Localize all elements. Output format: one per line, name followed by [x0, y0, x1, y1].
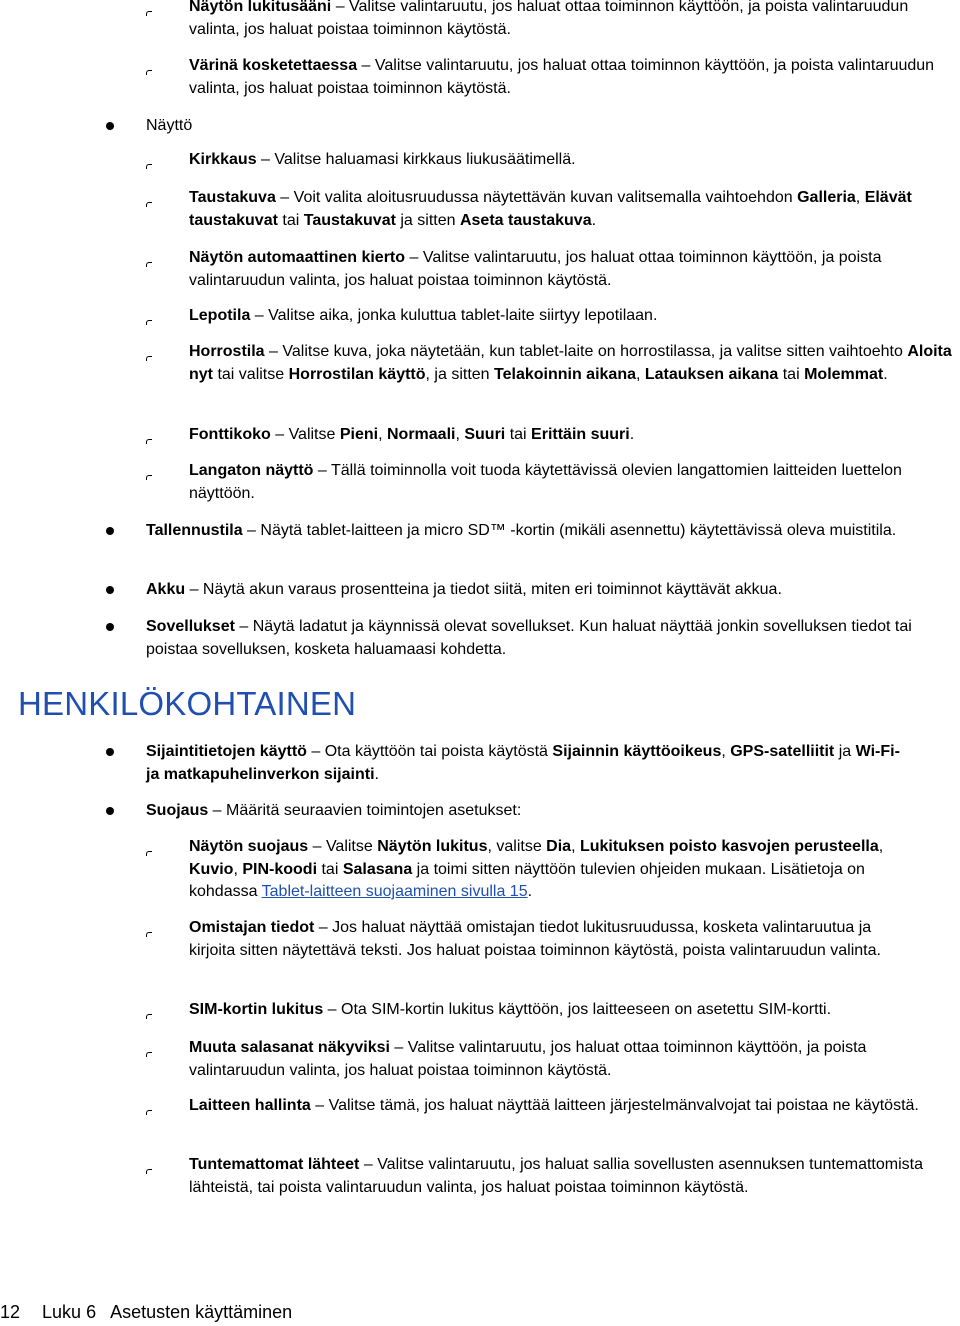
item-description: Valitse tämä, jos haluat näyttää laitteen järjestelmänvalvojat tai poistaa ne käytöstä. [328, 1097, 919, 1114]
item-description: Valitse haluamasi kirkkaus liukusäätimellä. [274, 151, 576, 168]
bullet-icon [106, 807, 114, 815]
list-item: Näytön suojaus – Valitse Näytön lukitus, valitse Dia, Lukituksen poisto kasvojen perusteella, Kuvio, PIN-koodi tai Salasana ja toimi sitten näyttöön tulevien ohjeiden mukaan. Lisätietoja on kohdassa Tablet-laitteen suojaaminen sivulla 15. [189, 838, 884, 900]
item-term: Tuntemattomat lähteet [189, 1156, 360, 1173]
item-description: Tällä toiminnolla voit tuoda käytettävissä olevien langattomien laitteiden luettelon näyttöön. [189, 462, 902, 502]
bullet-icon [106, 586, 114, 594]
item-description: Näytä akun varaus prosentteina ja tiedot siitä, miten eri toiminnot käyttävät akkua. [202, 581, 782, 598]
list-item: Taustakuva – Voit valita aloitusruudussa näytettävän kuvan valitsemalla vaihtoehdon Galleria, Elävät taustakuvat tai Taustakuvat ja sitten Aseta taustakuva. [189, 189, 912, 229]
sub-bullet-icon [146, 1052, 152, 1057]
item-term: Akku [146, 581, 186, 598]
item-description: Valitse valintaruutu, jos haluat ottaa toiminnon käyttöön, ja poista valintaruudun valinta, jos haluat poistaa toiminnon käytöstä. [189, 249, 882, 289]
list-item: Tuntemattomat lähteet – Valitse valintaruutu, jos haluat sallia sovellusten asennuksen tuntemattomista lähteistä, tai poista valintaruudun valinta, jos haluat poistaa toiminnon käytöstä. [189, 1156, 923, 1196]
chapter-label: Luku 6 [42, 1302, 97, 1322]
item-term: Laitteen hallinta [189, 1097, 311, 1114]
list-item: Tallennustila – Näytä tablet-laitteen ja micro SD™ -kortin (mikäli asennettu) käytettävissä oleva muistitila. [146, 522, 897, 539]
list-item: Näytön lukitusääni – Valitse valintaruutu, jos haluat ottaa toiminnon käyttöön, ja poista valintaruudun valinta, jos haluat poistaa toiminnon käytöstä. [189, 0, 909, 38]
section-heading: HENKILÖKOHTAINEN [18, 685, 357, 722]
item-term: Omistajan tiedot [189, 919, 315, 936]
item-term: Muuta salasanat näkyviksi [189, 1039, 390, 1056]
list-item: Langaton näyttö – Tällä toiminnolla voit tuoda käytettävissä olevien langattomien laitteiden luettelon näyttöön. [189, 462, 902, 502]
item-term: Fonttikoko [189, 426, 271, 443]
sub-bullet-icon [146, 320, 152, 325]
sub-bullet-icon [146, 164, 152, 169]
item-term: Suojaus [146, 802, 209, 819]
list-item: Muuta salasanat näkyviksi – Valitse valintaruutu, jos haluat ottaa toiminnon käyttöön, ja poista valintaruudun valinta, jos haluat poistaa toiminnon käytöstä. [189, 1039, 867, 1079]
bullet-icon [106, 122, 114, 130]
list-item: Laitteen hallinta – Valitse tämä, jos haluat näyttää laitteen järjestelmänvalvojat tai poistaa ne käytöstä. [189, 1097, 919, 1114]
page-number: 12 [0, 1302, 21, 1322]
list-item: Fonttikoko – Valitse Pieni, Normaali, Suuri tai Erittäin suuri. [189, 426, 635, 443]
sub-bullet-icon [146, 70, 152, 75]
item-term: SIM-kortin lukitus [189, 1001, 324, 1018]
item-description: Valitse valintaruutu, jos haluat ottaa toiminnon käyttöön, ja poista valintaruudun valinta, jos haluat poistaa toiminnon käytöstä. [189, 57, 935, 97]
list-item: Värinä kosketettaessa – Valitse valintaruutu, jos haluat ottaa toiminnon käyttöön, ja poista valintaruudun valinta, jos haluat poistaa toiminnon käytöstä. [189, 57, 935, 97]
item-term: Näytön lukitusääni [189, 0, 332, 15]
list-item: Omistajan tiedot – Jos haluat näyttää omistajan tiedot lukitusruudussa, kosketa valintaruutua ja kirjoita sitten näytettävä teksti. Jos haluat poistaa toiminnon käytöstä, poista valintaruudun valinta. [189, 919, 881, 959]
item-description: Valitse aika, jonka kuluttua tablet-laite siirtyy lepotilaan. [268, 307, 658, 324]
list-item: Kirkkaus – Valitse haluamasi kirkkaus liukusäätimellä. [189, 151, 576, 168]
item-label: Näyttö [146, 117, 193, 134]
item-term: Tallennustila [146, 522, 243, 539]
sub-bullet-icon [146, 262, 152, 267]
item-term: Langaton näyttö [189, 462, 314, 479]
bullet-icon [106, 623, 114, 631]
sub-bullet-icon [146, 1014, 152, 1019]
sub-bullet-icon [146, 11, 152, 16]
page-footer [0, 1301, 292, 1323]
sub-bullet-icon [146, 1169, 152, 1174]
sub-bullet-icon [146, 356, 152, 361]
sub-bullet-icon [146, 202, 152, 207]
list-item: Horrostila – Valitse kuva, joka näytetään, kun tablet-laite on horrostilassa, ja valitse sitten vaihtoehto Aloita nyt tai valitse Horrostilan käyttö, ja sitten Telakoinnin aikana, Latauksen aikana tai Molemmat. [189, 343, 952, 383]
item-description: Jos haluat näyttää omistajan tiedot lukitusruudussa, kosketa valintaruutua ja kirjoita sitten näytettävä teksti. Jos haluat poistaa toiminnon käytöstä, poista valintaruudun valinta. [189, 919, 881, 959]
sub-bullet-icon [146, 851, 152, 856]
item-description: Valitse valintaruutu, jos haluat sallia sovellusten asennuksen tuntemattomista lähteistä, tai poista valintaruudun valinta, jos haluat poistaa toiminnon käytöstä. [189, 1156, 923, 1196]
list-item: Suojaus – Määritä seuraavien toimintojen asetukset: [146, 802, 522, 819]
item-term: Sovellukset [146, 618, 235, 635]
bullet-icon [106, 748, 114, 756]
item-term: Näytön automaattinen kierto [189, 249, 406, 266]
item-term: Värinä kosketettaessa [189, 57, 358, 74]
list-item: Sovellukset – Näytä ladatut ja käynnissä olevat sovellukset. Kun haluat näyttää jonkin sovelluksen tiedot tai poistaa sovelluksen, kosketa haluamaasi kohdetta. [146, 618, 912, 658]
item-description: Valitse valintaruutu, jos haluat ottaa toiminnon käyttöön, ja poista valintaruudun valinta, jos haluat poistaa toiminnon käytöstä. [189, 0, 909, 38]
bullet-icon [106, 527, 114, 535]
item-description: Valitse valintaruutu, jos haluat ottaa toiminnon käyttöön, ja poista valintaruudun valinta, jos haluat poistaa toiminnon käytöstä. [189, 1039, 867, 1079]
item-term: Taustakuva [189, 189, 276, 206]
item-term: Lepotila [189, 307, 251, 324]
item-term: Horrostila [189, 343, 265, 360]
item-term: Sijaintitietojen käyttö [146, 743, 307, 760]
list-item: Akku – Näytä akun varaus prosentteina ja tiedot siitä, miten eri toiminnot käyttävät akkua. [146, 581, 782, 598]
item-term: Näytön suojaus [189, 838, 309, 855]
item-term: Kirkkaus [189, 151, 257, 168]
item-description: Näytä tablet-laitteen ja micro SD™ -kortin (mikäli asennettu) käytettävissä oleva muistitila. [260, 522, 897, 539]
sub-bullet-icon [146, 439, 152, 444]
item-description: Näytä ladatut ja käynnissä olevat sovellukset. Kun haluat näyttää jonkin sovelluksen tiedot tai poistaa sovelluksen, kosketa haluamaasi kohdetta. [146, 618, 912, 658]
chapter-title: Asetusten käyttäminen [110, 1302, 293, 1322]
sub-bullet-icon [146, 475, 152, 480]
item-description: Ota SIM-kortin lukitus käyttöön, jos laitteeseen on asetettu SIM-kortti. [341, 1001, 832, 1018]
list-item [146, 115, 948, 138]
list-item: Näytön automaattinen kierto – Valitse valintaruutu, jos haluat ottaa toiminnon käyttöön, ja poista valintaruudun valinta, jos haluat poistaa toiminnon käytöstä. [189, 249, 882, 289]
cross-reference-link[interactable]: Tablet-laitteen suojaaminen sivulla 15 [261, 883, 528, 900]
list-item: SIM-kortin lukitus – Ota SIM-kortin lukitus käyttöön, jos laitteeseen on asetettu SIM-kortti. [189, 1001, 832, 1018]
item-description: Määritä seuraavien toimintojen asetukset: [226, 802, 522, 819]
list-item: Lepotila – Valitse aika, jonka kuluttua tablet-laite siirtyy lepotilaan. [189, 307, 658, 324]
sub-bullet-icon [146, 932, 152, 937]
list-item: Sijaintitietojen käyttö – Ota käyttöön tai poista käytöstä Sijainnin käyttöoikeus, GPS-satelliitit ja Wi-Fi- ja matkapuhelinverkon sijainti. [146, 743, 900, 783]
sub-bullet-icon [146, 1110, 152, 1115]
